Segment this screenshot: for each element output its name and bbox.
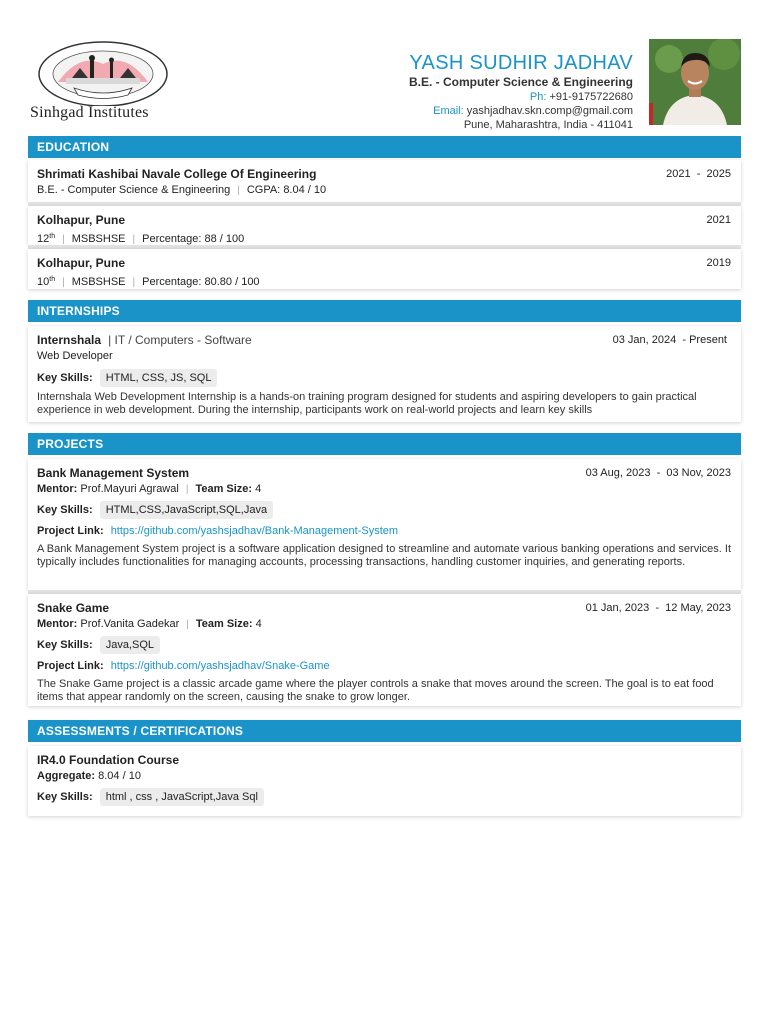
- certifications-heading: ASSESSMENTS / CERTIFICATIONS: [28, 720, 741, 742]
- aggregate-value: 8.04 / 10: [98, 770, 141, 782]
- certification-title: IR4.0 Foundation Course: [37, 753, 180, 767]
- education-details: B.E. - Computer Science & Engineering | CGPA: 8.04 / 10: [37, 184, 327, 196]
- key-skills-row: [37, 787, 731, 807]
- period-separator: -: [655, 602, 660, 614]
- school-location: Kolhapur, Pune: [37, 256, 126, 270]
- aggregate-row: [37, 769, 731, 784]
- period-separator: -: [656, 467, 661, 479]
- project-title: Bank Management System: [37, 466, 190, 480]
- project-period: [586, 600, 731, 617]
- period-start: 03 Jan, 2024: [612, 334, 677, 346]
- profile-photo: [649, 39, 741, 125]
- education-year: 2019: [706, 257, 731, 269]
- project-description: The Snake Game project is a classic arcade game where the player controls a snake that moves around the screen. The goal is to eat food items that appear randomly on the screen, causing the snake to grow longer.: [37, 678, 714, 703]
- project-title: Snake Game: [37, 601, 110, 615]
- class-level: 12: [37, 233, 50, 245]
- degree-name: B.E. - Computer Science & Engineering: [37, 184, 231, 196]
- team-size-label: Team Size:: [195, 483, 253, 495]
- period-start: 2021: [666, 168, 691, 180]
- internship-role: Web Developer: [37, 350, 113, 362]
- phone-label: Ph:: [529, 91, 547, 103]
- phone-line: [409, 90, 633, 104]
- education-item: [28, 206, 741, 245]
- candidate-name: YASH SUDHIR JADHAV: [409, 52, 633, 74]
- address-line: Pune, Maharashtra, India - 411041: [463, 119, 633, 131]
- score-value: 88 / 100: [204, 233, 245, 245]
- board-name: MSBSHSE: [71, 233, 126, 245]
- project-link-row: [37, 521, 731, 541]
- project-item: [28, 459, 741, 590]
- period-separator: -: [696, 168, 701, 180]
- education-details: 12th | MSBSHSE | Percentage: 88 / 100: [37, 233, 245, 245]
- project-description: A Bank Management System project is a software application designed to streamline and automate various banking operations and services. It typically includes functionalities for managing accounts, processing transactions, handling customer inquiries, and generating reports.: [37, 543, 731, 568]
- period-end: - Present: [682, 334, 727, 346]
- education-item: [28, 249, 741, 289]
- identity-block: [409, 52, 633, 132]
- mentor-name: Prof.Mayuri Agrawal: [80, 483, 179, 495]
- institution-name: Shrimati Kashibai Navale College Of Engineering: [37, 167, 317, 181]
- project-item: [28, 594, 741, 706]
- resume-header: [28, 38, 741, 131]
- project-link[interactable]: https://github.com/yashsjadhav/Snake-Game: [110, 660, 330, 672]
- period-start: 03 Aug, 2023: [585, 467, 651, 479]
- class-level-suffix: th: [49, 276, 56, 283]
- key-skills-label: Key Skills:: [37, 372, 93, 384]
- score-label: Percentage:: [142, 276, 202, 288]
- project-link[interactable]: https://github.com/yashsjadhav/Bank-Management-System: [110, 525, 399, 537]
- class-level: 10: [37, 276, 50, 288]
- school-location: Kolhapur, Pune: [37, 213, 126, 227]
- period-end: 03 Nov, 2023: [666, 467, 731, 479]
- key-skills-label: Key Skills:: [37, 791, 93, 803]
- certification-item: [28, 746, 741, 816]
- education-item: [28, 160, 741, 202]
- score-label: CGPA:: [246, 184, 281, 196]
- score-label: Percentage:: [142, 233, 202, 245]
- internship-item: [28, 326, 741, 422]
- projects-heading: PROJECTS: [28, 433, 741, 455]
- mentor-label: Mentor:: [37, 618, 78, 630]
- team-size-value: 4: [255, 483, 262, 495]
- key-skills-row: [37, 500, 731, 520]
- key-skills-row: [37, 635, 731, 655]
- logo-text: Sinhgad Institutes: [30, 104, 149, 121]
- team-size-label: Team Size:: [195, 618, 253, 630]
- key-skills-label: Key Skills:: [37, 639, 93, 651]
- mentor-label: Mentor:: [37, 483, 78, 495]
- education-year: 2021: [706, 214, 731, 226]
- education-details: 10th | MSBSHSE | Percentage: 80.80 / 100: [37, 276, 260, 288]
- company-domain: | IT / Computers - Software: [108, 333, 252, 347]
- skills-chip: HTML,CSS,JavaScript,SQL,Java: [100, 501, 273, 519]
- project-link-label: Project Link:: [37, 660, 104, 672]
- project-meta: Mentor: Prof.Mayuri Agrawal | Team Size: 4: [37, 483, 262, 495]
- mentor-name: Prof.Vanita Gadekar: [80, 618, 180, 630]
- class-level-suffix: th: [49, 233, 56, 240]
- internships-heading: INTERNSHIPS: [28, 300, 741, 322]
- internship-description: Internshala Web Development Internship is a hands-on training program designed for students and aspiring developers to gain practical experience in web development. During the internship, participants work on real-world projects and learn key skills: [37, 391, 697, 416]
- project-period: [586, 465, 731, 482]
- phone-number: +91-9175722680: [549, 91, 633, 103]
- sinhgad-logo: [28, 38, 178, 124]
- candidate-degree: B.E. - Computer Science & Engineering: [408, 75, 633, 89]
- skills-chip: html , css , JavaScript,Java Sql: [100, 788, 264, 806]
- score-value: 80.80 / 100: [204, 276, 260, 288]
- team-size-value: 4: [255, 618, 262, 630]
- key-skills-row: [37, 368, 731, 388]
- internship-period: [613, 332, 727, 349]
- key-skills-label: Key Skills:: [37, 504, 93, 516]
- company-name: Internshala: [37, 333, 102, 347]
- person-photo-icon: [649, 39, 741, 125]
- skills-chip: HTML, CSS, JS, SQL: [100, 369, 218, 387]
- education-period: [666, 166, 731, 183]
- period-start: 01 Jan, 2023: [585, 602, 650, 614]
- email-label: Email:: [433, 105, 464, 117]
- aggregate-label: Aggregate:: [37, 770, 96, 782]
- project-meta: Mentor: Prof.Vanita Gadekar | Team Size: 4: [37, 618, 262, 630]
- education-heading: EDUCATION: [28, 136, 741, 158]
- project-link-row: [37, 656, 731, 676]
- project-link-label: Project Link:: [37, 525, 104, 537]
- period-end: 12 May, 2023: [665, 602, 731, 614]
- sinhgad-emblem-icon: [28, 38, 178, 106]
- board-name: MSBSHSE: [71, 276, 126, 288]
- skills-chip: Java,SQL: [100, 636, 160, 654]
- period-end: 2025: [706, 168, 731, 180]
- email-address: yashjadhav.skn.comp@gmail.com: [466, 105, 633, 117]
- score-value: 8.04 / 10: [283, 184, 327, 196]
- email-line: [409, 104, 633, 118]
